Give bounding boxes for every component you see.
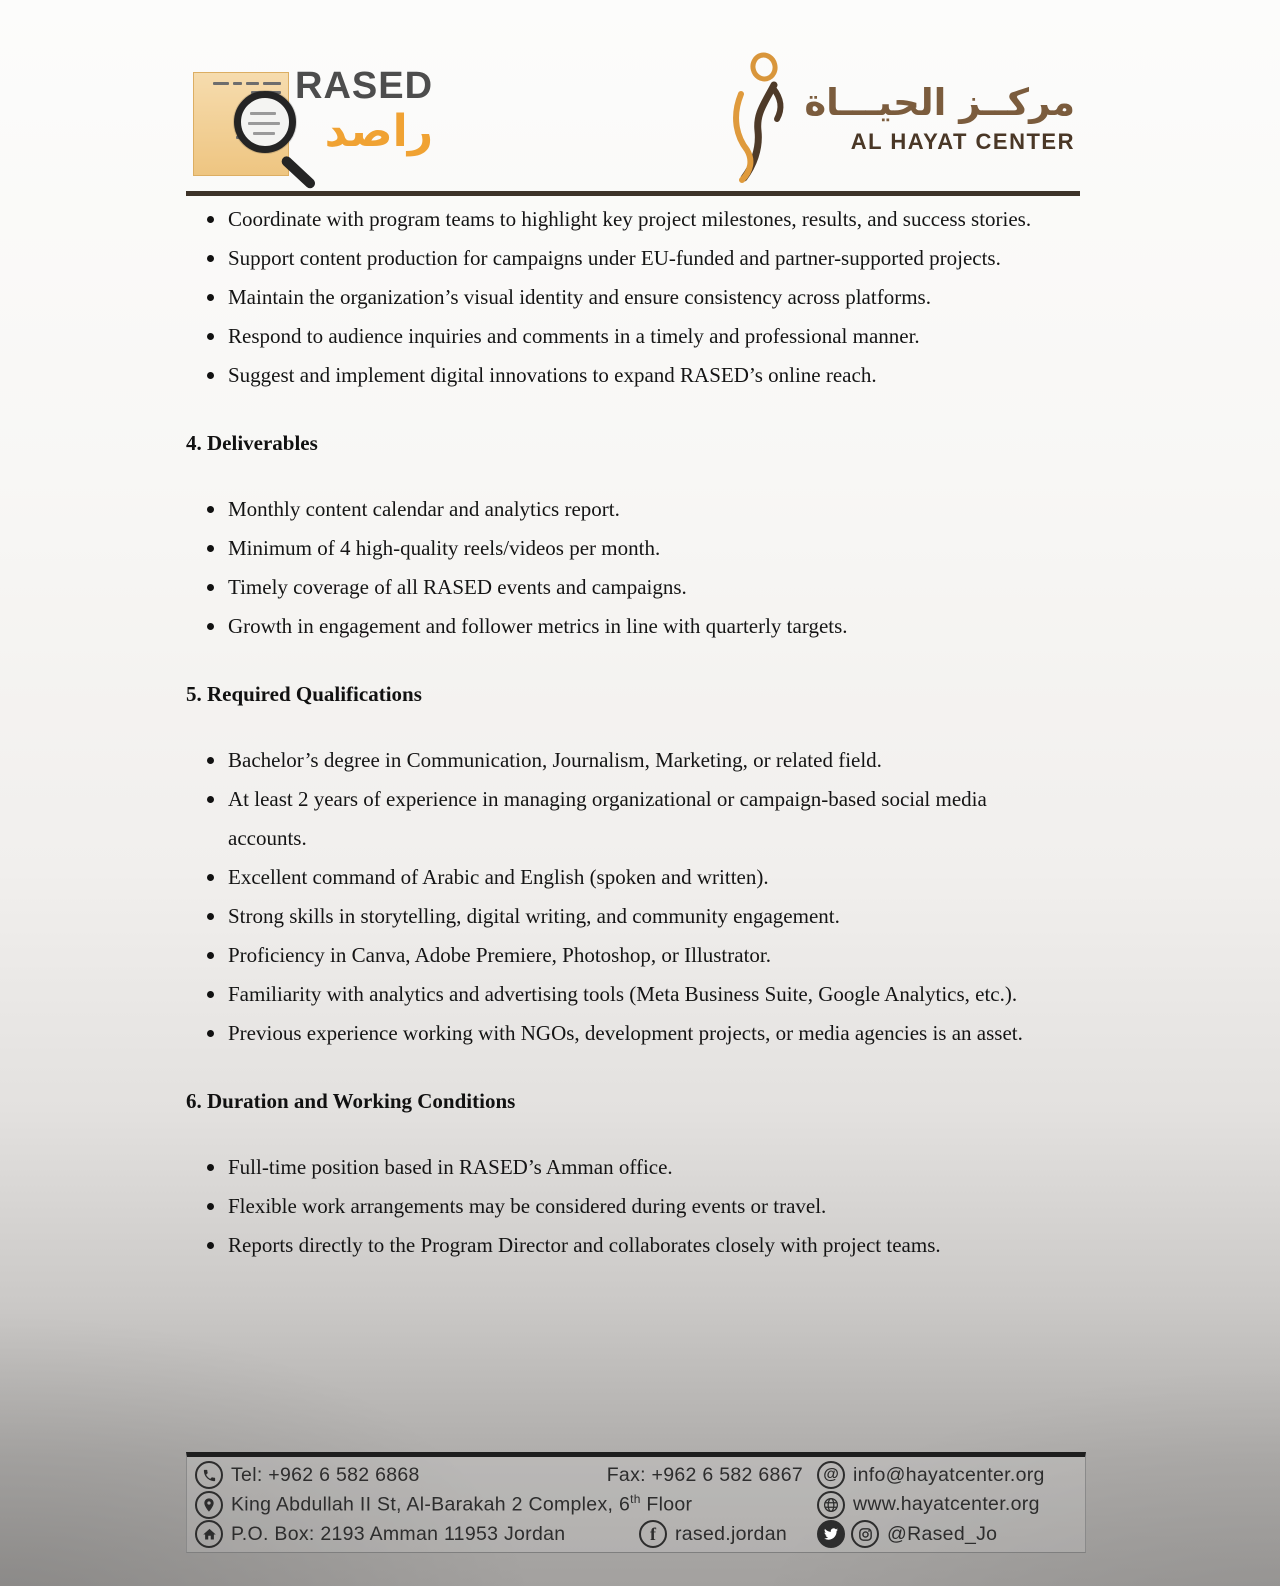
telephone-number: Tel: +962 6 582 6868 xyxy=(231,1463,420,1486)
bullet-item: Timely coverage of all RASED events and campaigns. xyxy=(186,568,1040,607)
pobox-address: P.O. Box: 2193 Amman 11953 Jordan xyxy=(231,1522,566,1545)
email-address: info@hayatcenter.org xyxy=(853,1463,1045,1486)
magnifier-icon xyxy=(234,91,296,153)
facebook-icon: f xyxy=(639,1520,667,1548)
section-title-qualifications: 5. Required Qualifications xyxy=(186,682,422,706)
bullet-item: Strong skills in storytelling, digital writing, and community engagement. xyxy=(186,897,1040,936)
footer-row-1 xyxy=(195,1461,1077,1490)
bullet-item: Full-time position based in RASED’s Amman office. xyxy=(186,1148,1040,1187)
pobox-item xyxy=(195,1520,565,1548)
bullet-item: Excellent command of Arabic and English (spoken and written). xyxy=(186,858,1040,897)
location-pin-icon xyxy=(195,1491,223,1519)
bullet-item: Bachelor’s degree in Communication, Journalism, Marketing, or related field. xyxy=(186,741,1040,780)
twitter-icon xyxy=(817,1520,845,1548)
bullet-item: Minimum of 4 high-quality reels/videos per month. xyxy=(186,529,1040,568)
fax-number: Fax: +962 6 582 6867 xyxy=(606,1463,803,1486)
website-url: www.hayatcenter.org xyxy=(853,1493,1040,1515)
email-item xyxy=(817,1461,1045,1489)
bullet-item: Proficiency in Canva, Adobe Premiere, Photoshop, or Illustrator. xyxy=(186,936,1040,975)
globe-icon xyxy=(817,1491,845,1519)
facebook-handle: rased.jordan xyxy=(674,1522,787,1545)
footer-row-2 xyxy=(195,1490,1077,1519)
section-title-deliverables: 4. Deliverables xyxy=(186,431,318,455)
bullet-item: At least 2 years of experience in managing organizational or campaign-based social media accounts. xyxy=(186,780,1040,858)
contact-footer xyxy=(186,1452,1086,1553)
social-handle: @Rased_Jo xyxy=(887,1522,998,1545)
deliverables-list xyxy=(186,490,1076,646)
address-item xyxy=(195,1491,692,1519)
instagram-icon xyxy=(851,1520,879,1548)
bullet-item: Reports directly to the Program Director and collaborates closely with project teams. xyxy=(186,1226,1040,1265)
bullet-item: Suggest and implement digital innovations to expand RASED’s online reach. xyxy=(186,356,1040,395)
rased-logo xyxy=(193,66,433,176)
header-divider xyxy=(186,191,1080,196)
street-address: King Abdullah II St, Al-Barakah 2 Complex, 6th Floor xyxy=(231,1492,693,1516)
rased-logo-arabic: راصد xyxy=(324,106,434,157)
duration-list xyxy=(186,1148,1076,1265)
rased-document-icon xyxy=(193,72,289,176)
bullet-item: Coordinate with program teams to highlight key project milestones, results, and success stories. xyxy=(186,200,1040,239)
bullet-item: Monthly content calendar and analytics report. xyxy=(186,490,1040,529)
rased-logo-name: RASED xyxy=(295,65,434,107)
section-title-duration: 6. Duration and Working Conditions xyxy=(186,1089,516,1113)
bullet-item: Respond to audience inquiries and comments in a timely and professional manner. xyxy=(186,317,1040,356)
hayat-logo-name: AL HAYAT CENTER xyxy=(850,129,1075,154)
telephone-item xyxy=(195,1461,420,1489)
al-hayat-logo xyxy=(722,52,1075,184)
at-sign-icon: @ xyxy=(817,1461,845,1489)
document-body xyxy=(186,200,1076,1265)
hayat-logo-arabic: مركــز الحيـــاة xyxy=(804,81,1075,124)
hayat-figure-icon xyxy=(722,52,796,184)
bullet-item: Maintain the organization’s visual identity and ensure consistency across platforms. xyxy=(186,278,1040,317)
website-item xyxy=(817,1491,1040,1519)
bullet-item: Familiarity with analytics and advertising tools (Meta Business Suite, Google Analytics, etc.). xyxy=(186,975,1040,1014)
responsibilities-list xyxy=(186,200,1076,395)
facebook-item xyxy=(639,1520,787,1548)
document-header xyxy=(0,0,1280,195)
bullet-item: Support content production for campaigns under EU-funded and partner-supported projects. xyxy=(186,239,1040,278)
footer-row-3 xyxy=(195,1520,1077,1549)
phone-icon xyxy=(195,1461,223,1489)
fax-item xyxy=(607,1464,803,1487)
bullet-item: Growth in engagement and follower metrics in line with quarterly targets. xyxy=(186,607,1040,646)
social-item xyxy=(817,1520,997,1548)
bullet-item: Previous experience working with NGOs, development projects, or media agencies is an asset. xyxy=(186,1014,1040,1053)
bullet-item: Flexible work arrangements may be considered during events or travel. xyxy=(186,1187,1040,1226)
qualifications-list xyxy=(186,741,1076,1053)
home-icon xyxy=(195,1520,223,1548)
